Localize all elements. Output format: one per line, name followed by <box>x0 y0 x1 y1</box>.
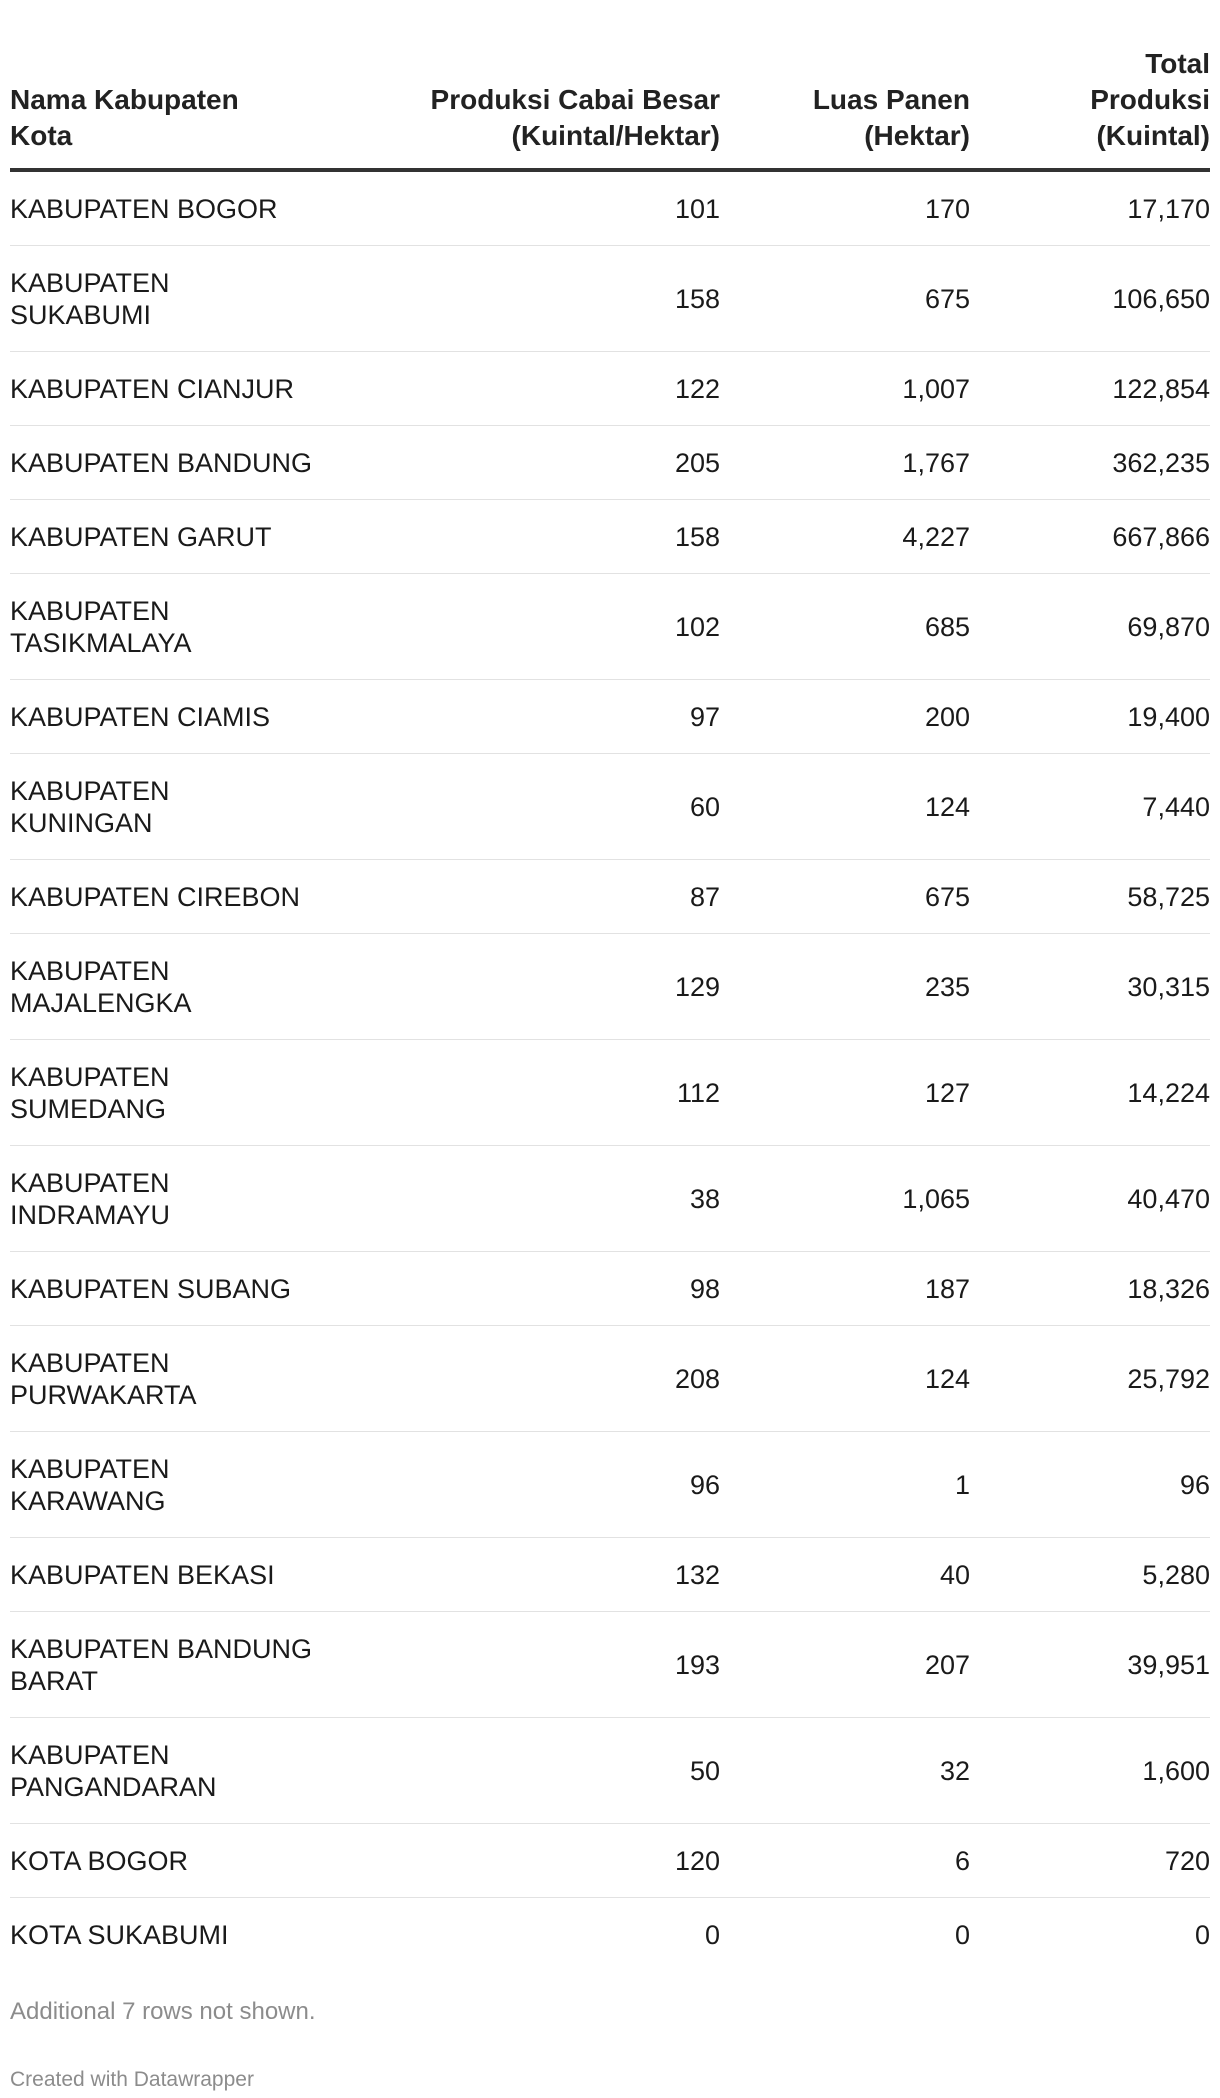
table-row <box>10 500 1210 574</box>
cell-total-produksi: 106,650 <box>970 246 1210 352</box>
cell-luas-panen: 4,227 <box>720 500 970 574</box>
cell-produksi-cabai-besar: 101 <box>345 170 720 246</box>
table-row <box>10 1252 1210 1326</box>
region-name-line: TASIKMALAYA <box>10 627 192 658</box>
cell-luas-panen: 1,767 <box>720 426 970 500</box>
cell-produksi-cabai-besar: 158 <box>345 500 720 574</box>
cell-luas-panen: 207 <box>720 1612 970 1718</box>
cell-nama-kabupaten-kota <box>10 246 345 352</box>
cell-nama-kabupaten-kota <box>10 1718 345 1824</box>
cell-total-produksi: 362,235 <box>970 426 1210 500</box>
table-row <box>10 1146 1210 1252</box>
cell-total-produksi: 19,400 <box>970 680 1210 754</box>
cell-nama-kabupaten-kota <box>10 1040 345 1146</box>
region-name-line: KABUPATEN CIREBON <box>10 881 301 912</box>
region-name-line: SUKABUMI <box>10 299 152 330</box>
cell-total-produksi: 720 <box>970 1824 1210 1898</box>
cell-produksi-cabai-besar: 208 <box>345 1326 720 1432</box>
table-row <box>10 754 1210 860</box>
table-row <box>10 1432 1210 1538</box>
region-name-line: KABUPATEN <box>10 267 170 298</box>
header-luas-panen <box>720 46 970 170</box>
cell-nama-kabupaten-kota <box>10 170 345 246</box>
region-name-line: PANGANDARAN <box>10 1771 217 1802</box>
header-label-line: Total <box>1145 48 1210 79</box>
cell-produksi-cabai-besar: 132 <box>345 1538 720 1612</box>
region-name-line: KABUPATEN CIANJUR <box>10 373 295 404</box>
cell-produksi-cabai-besar: 102 <box>345 574 720 680</box>
cell-total-produksi: 58,725 <box>970 860 1210 934</box>
cell-luas-panen: 127 <box>720 1040 970 1146</box>
cell-luas-panen: 124 <box>720 754 970 860</box>
cell-luas-panen: 200 <box>720 680 970 754</box>
cell-total-produksi: 40,470 <box>970 1146 1210 1252</box>
cell-nama-kabupaten-kota <box>10 574 345 680</box>
cell-total-produksi: 14,224 <box>970 1040 1210 1146</box>
cell-total-produksi: 18,326 <box>970 1252 1210 1326</box>
region-name-line: KABUPATEN <box>10 1453 170 1484</box>
region-name-line: KABUPATEN <box>10 595 170 626</box>
region-name-line: MAJALENGKA <box>10 987 192 1018</box>
cell-produksi-cabai-besar: 96 <box>345 1432 720 1538</box>
cell-nama-kabupaten-kota <box>10 680 345 754</box>
region-name-line: KARAWANG <box>10 1485 166 1516</box>
cell-produksi-cabai-besar: 129 <box>345 934 720 1040</box>
cell-total-produksi: 0 <box>1194 1919 1210 1950</box>
cell-produksi-cabai-besar: 87 <box>345 860 720 934</box>
table-row <box>10 1898 1210 1972</box>
cell-total-produksi: 122,854 <box>970 352 1210 426</box>
cell-nama-kabupaten-kota <box>10 1538 345 1612</box>
cell-nama-kabupaten-kota <box>10 1146 345 1252</box>
region-name-line: KABUPATEN GARUT <box>10 521 272 552</box>
region-name-line: KOTA SUKABUMI <box>10 1919 229 1950</box>
region-name-line: KOTA BOGOR <box>10 1845 189 1876</box>
cell-produksi-cabai-besar: 193 <box>345 1612 720 1718</box>
cell-total-produksi: 7,440 <box>970 754 1210 860</box>
region-name-line: KABUPATEN <box>10 1061 170 1092</box>
cell-nama-kabupaten-kota <box>10 1824 345 1898</box>
region-name-line: KABUPATEN BOGOR <box>10 193 278 224</box>
cell-nama-kabupaten-kota <box>10 1612 345 1718</box>
table-row <box>10 1718 1210 1824</box>
header-label-line: Nama Kabupaten <box>10 84 239 115</box>
header-label-line: Produksi Cabai Besar <box>430 84 720 115</box>
region-name-line: KABUPATEN SUBANG <box>10 1273 292 1304</box>
region-name-line: KABUPATEN BEKASI <box>10 1559 275 1590</box>
cell-luas-panen: 675 <box>720 246 970 352</box>
region-name-line: BARAT <box>10 1665 99 1696</box>
region-name-line: KABUPATEN BANDUNG <box>10 447 313 478</box>
header-row <box>10 46 1210 170</box>
region-name-line: KABUPATEN <box>10 955 170 986</box>
cell-produksi-cabai-besar: 122 <box>345 352 720 426</box>
cell-luas-panen: 40 <box>720 1538 970 1612</box>
table-row <box>10 1538 1210 1612</box>
cell-nama-kabupaten-kota <box>10 754 345 860</box>
header-label-line: (Kuintal/Hektar) <box>511 120 720 151</box>
cell-total-produksi: 1,600 <box>970 1718 1210 1824</box>
table-row <box>10 934 1210 1040</box>
cell-nama-kabupaten-kota <box>10 352 345 426</box>
cell-nama-kabupaten-kota <box>10 1898 345 1972</box>
cell-nama-kabupaten-kota <box>10 860 345 934</box>
region-name-line: KABUPATEN <box>10 1167 170 1198</box>
cell-luas-panen: 1 <box>720 1432 970 1538</box>
cell-produksi-cabai-besar: 205 <box>345 426 720 500</box>
cell-produksi-cabai-besar: 50 <box>345 1718 720 1824</box>
table-row <box>10 574 1210 680</box>
cell-produksi-cabai-besar: 120 <box>345 1824 720 1898</box>
cell-luas-panen: 32 <box>720 1718 970 1824</box>
header-label-line: Luas Panen <box>812 84 970 115</box>
cell-total-produksi: 667,866 <box>970 500 1210 574</box>
cell-luas-panen: 187 <box>720 1252 970 1326</box>
cell-luas-panen: 1,065 <box>720 1146 970 1252</box>
region-name-line: KABUPATEN BANDUNG <box>10 1633 313 1664</box>
cell-produksi-cabai-besar: 112 <box>345 1040 720 1146</box>
cell-luas-panen: 6 <box>720 1824 970 1898</box>
cell-total-produksi: 39,951 <box>970 1612 1210 1718</box>
cell-total-produksi: 96 <box>970 1432 1210 1538</box>
table-row <box>10 170 1210 246</box>
table-row <box>10 1824 1210 1898</box>
region-name-line: PURWAKARTA <box>10 1379 197 1410</box>
table-row <box>10 1612 1210 1718</box>
table-row <box>10 246 1210 352</box>
cell-nama-kabupaten-kota <box>10 500 345 574</box>
region-name-line: KABUPATEN <box>10 1739 170 1770</box>
region-name-line: INDRAMAYU <box>10 1199 171 1230</box>
cell-total-produksi: 5,280 <box>970 1538 1210 1612</box>
table-row <box>10 680 1210 754</box>
cell-luas-panen: 170 <box>720 170 970 246</box>
data-table <box>10 46 1210 1971</box>
cell-produksi-cabai-besar: 38 <box>345 1146 720 1252</box>
table-row <box>10 1326 1210 1432</box>
region-name-line: KUNINGAN <box>10 807 153 838</box>
credit-line: Created with Datawrapper <box>10 2068 254 2091</box>
cell-nama-kabupaten-kota <box>10 1326 345 1432</box>
region-name-line: KABUPATEN <box>10 775 170 806</box>
table-row <box>10 426 1210 500</box>
rows-hidden-note: Additional 7 rows not shown. <box>10 1998 316 2025</box>
cell-produksi-cabai-besar: 60 <box>345 754 720 860</box>
header-label-line: Produksi <box>1090 84 1210 115</box>
header-total-produksi <box>970 46 1210 170</box>
table-body <box>10 170 1210 1971</box>
table-row <box>10 352 1210 426</box>
cell-nama-kabupaten-kota <box>10 934 345 1040</box>
cell-luas-panen: 235 <box>720 934 970 1040</box>
cell-luas-panen: 1,007 <box>720 352 970 426</box>
region-name-line: KABUPATEN <box>10 1347 170 1378</box>
region-name-line: SUMEDANG <box>10 1093 167 1124</box>
cell-nama-kabupaten-kota <box>10 1252 345 1326</box>
region-name-line: KABUPATEN CIAMIS <box>10 701 271 732</box>
cell-total-produksi: 17,170 <box>970 170 1210 246</box>
cell-luas-panen: 0 <box>954 1919 970 1950</box>
table-header <box>10 46 1210 170</box>
header-produksi-cabai-besar <box>345 46 720 170</box>
cell-produksi-cabai-besar: 0 <box>704 1919 720 1950</box>
header-label-line: Kota <box>10 120 73 151</box>
header-label-line: (Hektar) <box>864 120 970 151</box>
cell-produksi-cabai-besar: 97 <box>345 680 720 754</box>
cell-nama-kabupaten-kota <box>10 426 345 500</box>
cell-luas-panen: 675 <box>720 860 970 934</box>
table-row <box>10 1040 1210 1146</box>
cell-produksi-cabai-besar: 158 <box>345 246 720 352</box>
cell-total-produksi: 30,315 <box>970 934 1210 1040</box>
cell-total-produksi: 69,870 <box>970 574 1210 680</box>
header-nama-kabupaten-kota <box>10 46 345 170</box>
cell-luas-panen: 685 <box>720 574 970 680</box>
cell-total-produksi: 25,792 <box>970 1326 1210 1432</box>
cell-nama-kabupaten-kota <box>10 1432 345 1538</box>
cell-produksi-cabai-besar: 98 <box>345 1252 720 1326</box>
header-label-line: (Kuintal) <box>1096 120 1210 151</box>
cell-luas-panen: 124 <box>720 1326 970 1432</box>
table-row <box>10 860 1210 934</box>
